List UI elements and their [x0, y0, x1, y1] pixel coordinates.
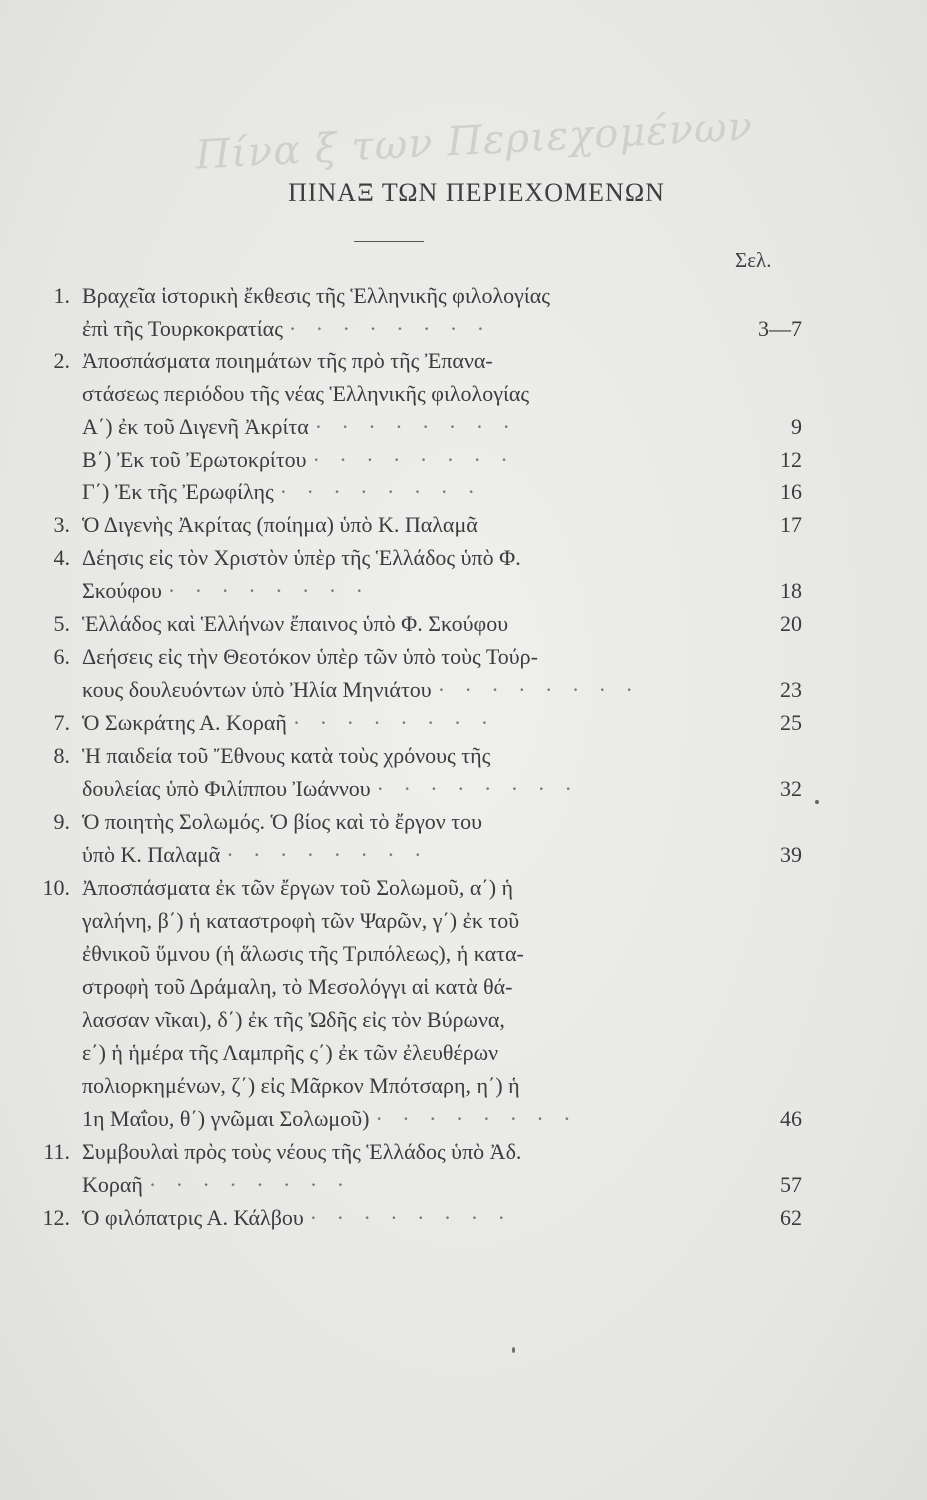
dot-leader: · · · · · · · · [375, 1106, 578, 1131]
entry-text-line: ἐπὶ τῆς Τουρκοκρατίας · · · · · · · · [82, 316, 492, 341]
handwritten-note: Πίνα ξ των Περιεχομένων [194, 103, 755, 179]
toc-subentry-b [42, 444, 802, 476]
toc-entry-11 [42, 1136, 782, 1168]
page-title: ΠΙΝΑΞ ΤΩΝ ΠΕΡΙΕΧΟΜΕΝΩΝ [288, 178, 665, 207]
toc-entry-4 [42, 542, 782, 574]
entry-text-line: Α΄) ἐκ τοῦ Διγενῆ Ἀκρίτα · · · · · · · · [82, 414, 517, 439]
entry-page: 9 [791, 414, 802, 439]
toc-subentry-a [42, 411, 802, 443]
entry-page: 32 [780, 776, 802, 801]
entry-text-line: γαλήνη, β΄) ἡ καταστροφὴ τῶν Ψαρῶν, γ΄) ἐκ τοῦ [82, 908, 520, 933]
entry-page: 25 [780, 710, 802, 735]
toc-entry-5 [42, 608, 802, 640]
toc-entry-1 [42, 280, 782, 312]
toc-entry-6 [42, 641, 782, 673]
entry-number: 5. [53, 611, 70, 636]
dot-leader: · · · · · · · · [437, 677, 640, 702]
entry-text-line: Βραχεῖα ἱστορικὴ ἔκθεσις τῆς Ἑλληνικῆς φιλολογίας [82, 283, 550, 308]
entry-page: 3—7 [758, 316, 802, 341]
entry-number: 12. [42, 1205, 70, 1230]
toc-subentry-c [42, 476, 802, 508]
entry-text-line: Ὁ Σωκράτης Α. Κοραῆ · · · · · · · · [82, 710, 496, 735]
dot-leader: · · · · · · · · [376, 776, 579, 801]
dot-leader: · · · · · · · · [288, 316, 492, 341]
dot-leader: · · · · · · · · [312, 447, 515, 472]
dot-leader: · · · · · · · · [292, 710, 496, 735]
entry-text-line: Συμβουλαὶ πρὸς τοὺς νέους τῆς Ἑλλάδος ὑπὸ Ἀδ. [82, 1139, 522, 1164]
paper-speck [815, 800, 819, 804]
entry-text-line: Ὁ Διγενὴς Ἀκρίτας (ποίημα) ὑπὸ Κ. Παλαμᾶ [82, 512, 478, 537]
entry-page: 23 [780, 677, 802, 702]
toc-entry-3 [42, 509, 802, 541]
entry-number: 7. [53, 710, 70, 735]
entry-page: 57 [780, 1172, 802, 1197]
entry-number: 1. [53, 283, 70, 308]
entry-number: 2. [53, 348, 70, 373]
entry-text-line: Ἡ παιδεία τοῦ Ἔθνους κατὰ τοὺς χρόνους τῆς [82, 743, 491, 768]
entry-text-line: Δέησις εἰς τὸν Χριστὸν ὑπὲρ τῆς Ἑλλάδος ὑπὸ Φ. [82, 545, 521, 570]
entry-text-line: στάσεως περιόδου τῆς νέας Ἑλληνικῆς φιλολογίας [82, 381, 530, 406]
entry-text-line: 1η Μαΐου, θ΄) γνῶμαι Σολωμοῦ) · · · · · · · · [82, 1106, 578, 1131]
entry-number: 9. [53, 809, 70, 834]
dot-leader: · · · · · · · · [279, 479, 482, 504]
entry-text-line: Ὁ φιλόπατρις Α. Κάλβου · · · · · · · · [82, 1205, 512, 1230]
entry-page: 16 [780, 479, 802, 504]
dot-leader: · · · · · · · · [167, 578, 370, 603]
paper-speck [512, 1347, 515, 1353]
toc-entry-7 [42, 707, 802, 739]
entry-text-line: Β΄) Ἐκ τοῦ Ἐρωτοκρίτου · · · · · · · · [82, 447, 515, 472]
entry-text-line: λασσαν νῖκαι), δ΄) ἐκ τῆς Ὠδῆς εἰς τὸν Βύρωνα, [82, 1007, 505, 1032]
entry-number: 8. [53, 743, 70, 768]
entry-number: 10. [42, 875, 70, 900]
entry-text-line: ὑπὸ Κ. Παλαμᾶ · · · · · · · · [82, 842, 429, 867]
toc-entry-9 [42, 806, 782, 838]
entry-text-line: Γ΄) Ἐκ τῆς Ἐρωφίλης · · · · · · · · [82, 479, 482, 504]
entry-text-line: δουλείας ὑπὸ Φιλίππου Ἰωάννου · · · · · · · · [82, 776, 579, 801]
entry-number: 11. [43, 1139, 70, 1164]
entry-number: 4. [53, 545, 70, 570]
toc-entry-8 [42, 740, 782, 772]
dot-leader: · · · · · · · · [309, 1205, 512, 1230]
dot-leader: · · · · · · · · [314, 414, 517, 439]
entry-text-line: Σκούφου · · · · · · · · [82, 578, 370, 603]
entry-text-line: Κοραῆ · · · · · · · · [82, 1172, 352, 1197]
entry-text-line: πολιορκημένων, ζ΄) εἰς Μᾶρκον Μπότσαρη, η΄) ἡ [82, 1073, 520, 1098]
title-divider [354, 241, 424, 242]
entry-page: 39 [780, 842, 802, 867]
entry-page: 17 [780, 512, 802, 537]
entry-text-line: ε΄) ἡ ἡμέρα τῆς Λαμπρῆς ς΄) ἐκ τῶν ἐλευθέρων [82, 1040, 499, 1065]
dot-leader: · · · · · · · · [226, 842, 429, 867]
entry-text-line: Ἑλλάδος καὶ Ἑλλήνων ἔπαινος ὑπὸ Φ. Σκούφου [82, 611, 509, 636]
entry-page: 62 [780, 1205, 802, 1230]
entry-text-line: Ὁ ποιητὴς Σολωμός. Ὁ βίος καὶ τὸ ἔργον του [82, 809, 482, 834]
dot-leader: · · · · · · · · [148, 1172, 352, 1197]
entry-number: 6. [53, 644, 70, 669]
entry-page: 20 [780, 611, 802, 636]
page-column-label: Σελ. [735, 248, 772, 272]
entry-number: 3. [53, 512, 70, 537]
entry-text-line: ἐθνικοῦ ὕμνου (ἡ ἅλωσις τῆς Τριπόλεως), ἡ κατα- [82, 941, 524, 966]
entry-text-line: Ἀποσπάσματα ποιημάτων τῆς πρὸ τῆς Ἐπανα- [82, 348, 493, 373]
entry-text-line: Ἀποσπάσματα ἐκ τῶν ἔργων τοῦ Σολωμοῦ, α΄) ἡ [82, 875, 514, 900]
entry-page: 46 [780, 1106, 802, 1131]
toc-entry-2 [42, 345, 782, 377]
entry-text-line: Δεήσεις εἰς τὴν Θεοτόκον ὑπὲρ τῶν ὑπὸ τοὺς Τούρ- [82, 644, 538, 669]
toc-entry-12 [42, 1202, 802, 1234]
entry-text-line: κους δουλευόντων ὑπὸ Ἠλία Μηνιάτου · · · · · · · · [82, 677, 640, 702]
entry-page: 18 [780, 578, 802, 603]
toc-entry-10 [42, 872, 782, 904]
entry-page: 12 [780, 447, 802, 472]
entry-text-line: στροφὴ τοῦ Δράμαλη, τὸ Μεσολόγγι αἱ κατὰ θά- [82, 974, 513, 999]
